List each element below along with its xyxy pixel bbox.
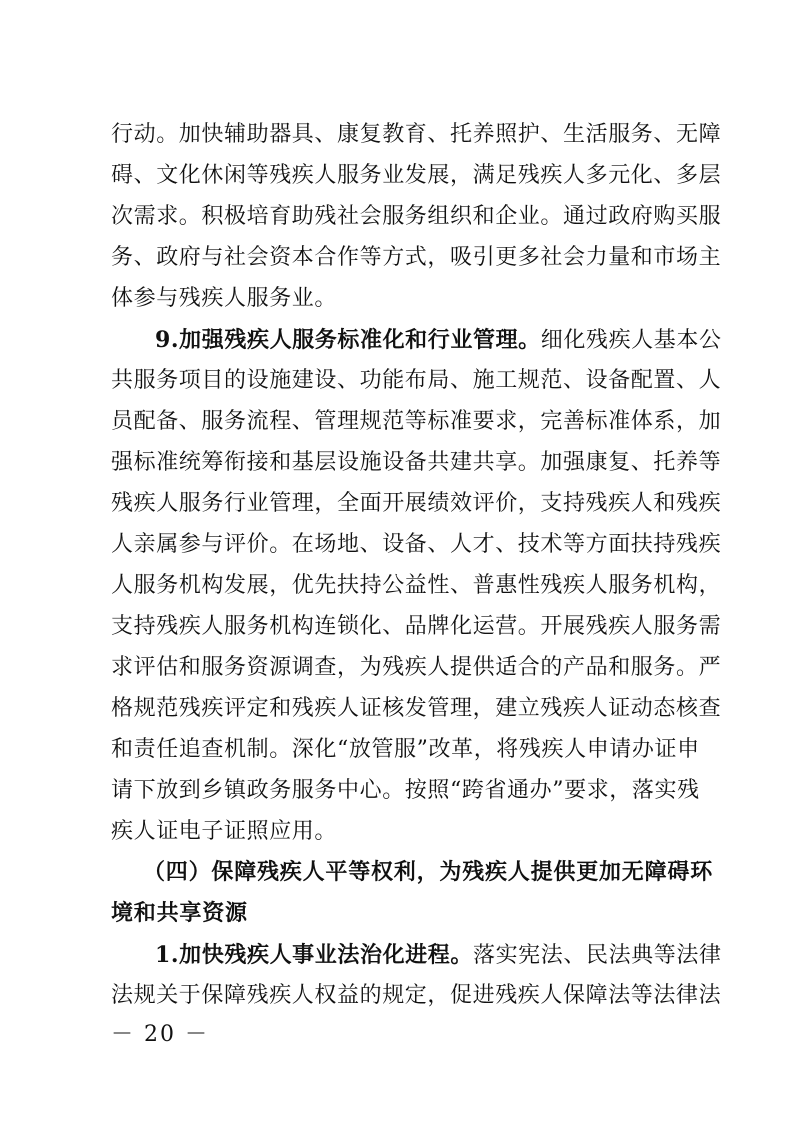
section-9-text: 细化残疾人基本公 — [540, 328, 722, 353]
body-text-line: 员配备、服务流程、管理规范等标准要求，完善标准体系，加 — [111, 409, 722, 434]
body-text-line: 碍、文化休闲等残疾人服务业发展，满足残疾人多元化、多层 — [111, 163, 722, 188]
body-text-line: 次需求。积极培育助残社会服务组织和企业。通过政府购买服 — [111, 204, 722, 229]
body-text-line: 求评估和服务资源调查，为残疾人提供适合的产品和服务。严 — [111, 655, 722, 680]
body-text-line: 人服务机构发展，优先扶持公益性、普惠性残疾人服务机构， — [111, 573, 722, 598]
section-9-title: 9.加强残疾人服务标准化和行业管理。 — [155, 327, 541, 353]
body-text-line: 格规范残疾评定和残疾人证核发管理，建立残疾人证动态核查 — [111, 696, 722, 721]
section-1-title: 1.加快残疾人事业法治化进程。 — [155, 942, 473, 968]
section-1-first-line — [155, 935, 722, 975]
body-text-line: 疾人证电子证照应用。 — [111, 819, 338, 844]
body-text-line: 务、政府与社会资本合作等方式，吸引更多社会力量和市场主 — [111, 245, 722, 270]
body-text-line: 共服务项目的设施建设、功能布局、施工规范、设备配置、人 — [111, 368, 722, 393]
section-heading: （四）保障残疾人平等权利，为残疾人提供更加无障碍环 — [143, 860, 714, 885]
body-text-line: 请下放到乡镇政务服务中心。按照“跨省通办”要求，落实残 — [111, 778, 700, 803]
body-text-line: 支持残疾人服务机构连锁化、品牌化运营。开展残疾人服务需 — [111, 614, 722, 639]
body-text-line: 体参与残疾人服务业。 — [111, 286, 338, 311]
body-text-line: 和责任追查机制。深化“放管服”改革，将残疾人申请办证申 — [111, 737, 700, 762]
section-heading-continued: 境和共享资源 — [111, 901, 248, 926]
section-1-text: 落实宪法、民法典等法律 — [472, 943, 722, 968]
body-text-line: 残疾人服务行业管理，全面开展绩效评价，支持残疾人和残疾 — [111, 491, 722, 516]
page-number: － 20 － — [111, 1022, 209, 1047]
body-text-line: 强标准统筹衔接和基层设施设备共建共享。加强康复、托养等 — [111, 450, 722, 475]
body-text-line: 人亲属参与评价。在场地、设备、人才、技术等方面扶持残疾 — [111, 532, 722, 557]
body-text-line: 法规关于保障残疾人权益的规定，促进残疾人保障法等法律法 — [111, 983, 722, 1008]
section-9-first-line — [155, 320, 722, 360]
body-text-line: 行动。加快辅助器具、康复教育、托养照护、生活服务、无障 — [111, 122, 722, 147]
